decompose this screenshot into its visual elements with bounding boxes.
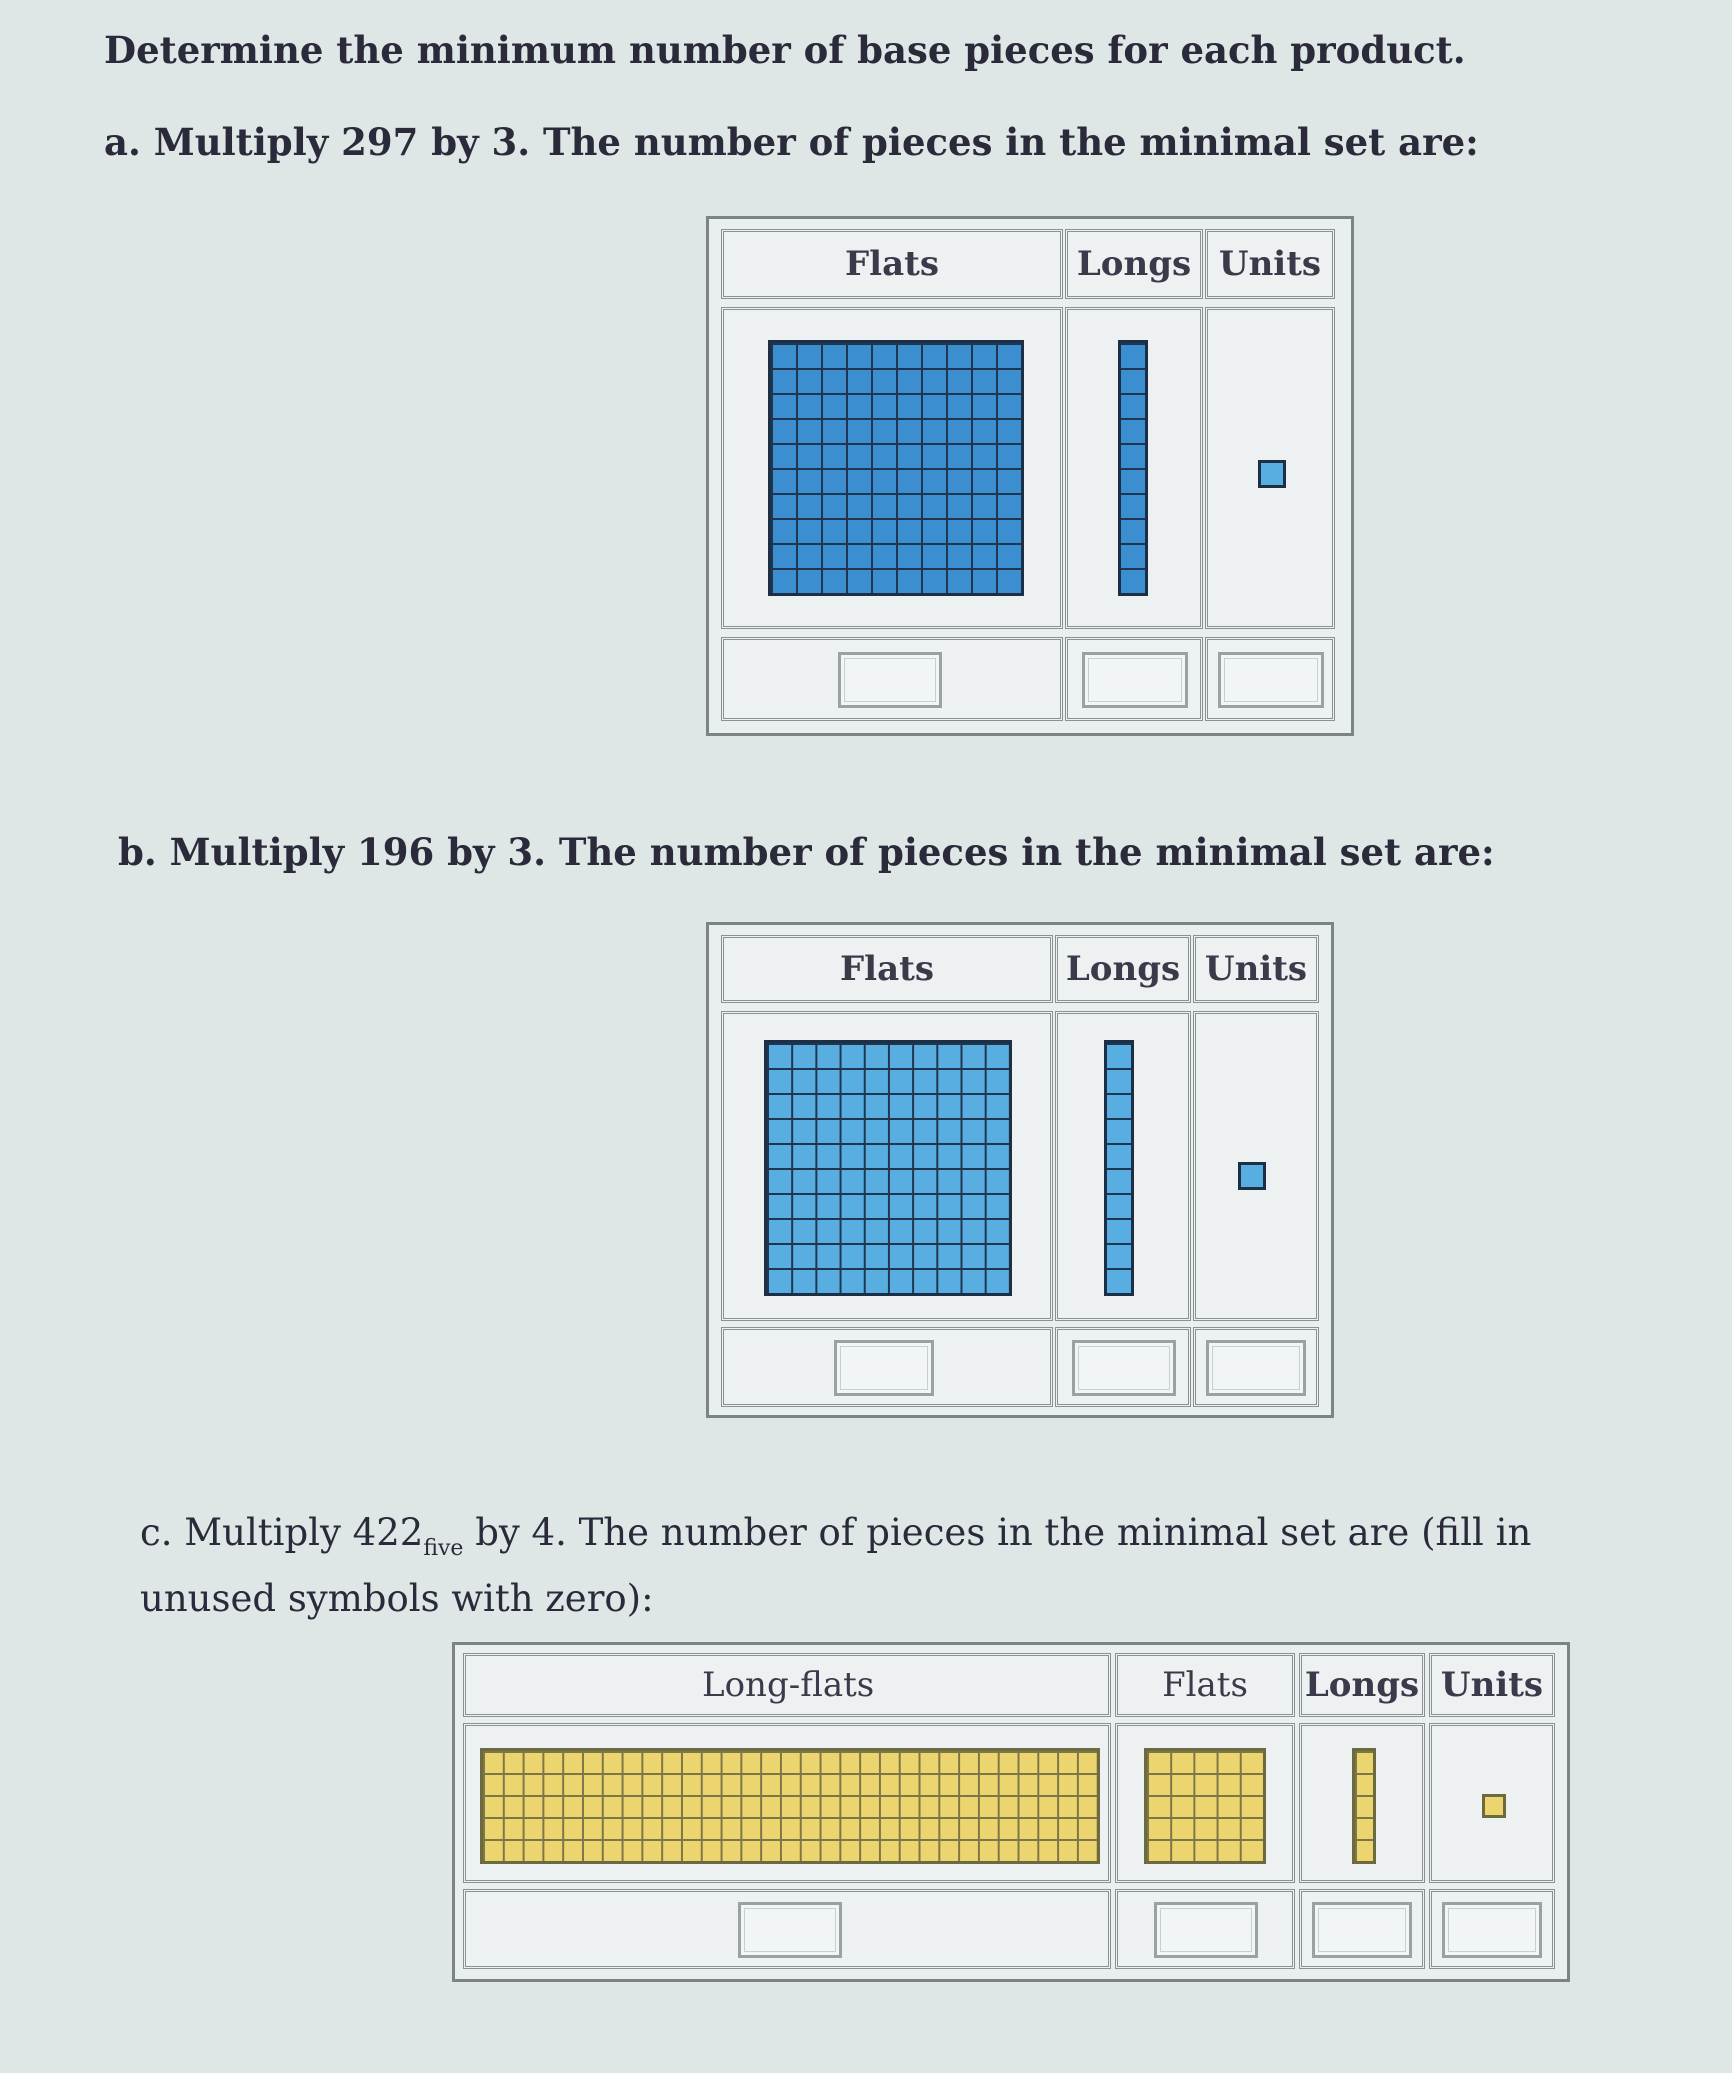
flats-answer-input[interactable] [834,1340,934,1396]
flats-header: Flats [721,935,1053,1003]
units-answer-cell [1193,1327,1319,1407]
unit-piece-icon [1482,1794,1506,1818]
units-answer-input[interactable] [1442,1902,1542,1958]
units-answer-input[interactable] [1218,652,1324,708]
long-flats-header: Long-flats [463,1653,1111,1717]
units-header: Units [1193,935,1319,1003]
flats-header: Flats [721,229,1063,299]
flat-piece-icon [768,340,1024,596]
long-flat-piece-icon [480,1748,1100,1864]
long-piece-icon [1118,340,1148,596]
question-c-prompt [140,1508,1560,1624]
flat-piece-icon [764,1040,1012,1296]
long-flats-answer-cell [463,1889,1111,1969]
flat-piece-icon [1144,1748,1266,1864]
unit-piece-icon [1258,460,1286,488]
prompt-start: c. Multiply 422 [140,1511,424,1554]
longs-header: Longs [1055,935,1191,1003]
question-b-table [706,922,1334,1418]
question-c-table [452,1642,1570,1982]
units-answer-input[interactable] [1206,1340,1306,1396]
units-header: Units [1429,1653,1555,1717]
long-flats-display [463,1723,1111,1883]
question-a-prompt: a. Multiply 297 by 3. The number of pieces in the minimal set are: [104,120,1479,164]
long-piece-icon [1352,1748,1376,1864]
flats-answer-cell [721,1327,1053,1407]
units-display [1205,307,1335,629]
longs-answer-input[interactable] [1072,1340,1176,1396]
longs-answer-cell [1055,1327,1191,1407]
longs-header: Longs [1299,1653,1425,1717]
long-flats-answer-input[interactable] [738,1902,842,1958]
longs-display [1299,1723,1425,1883]
units-header: Units [1205,229,1335,299]
longs-display [1065,307,1203,629]
longs-header: Longs [1065,229,1203,299]
prompt-end: by 4. The number of pieces in the minimal set are (fill in unused symbols with zero): [140,1511,1532,1620]
units-answer-cell [1205,637,1335,721]
longs-answer-cell [1299,1889,1425,1969]
units-display [1193,1011,1319,1321]
longs-answer-input[interactable] [1082,652,1188,708]
flats-answer-cell [721,637,1063,721]
longs-answer-cell [1065,637,1203,721]
flats-display [1115,1723,1295,1883]
flats-display [721,307,1063,629]
units-answer-cell [1429,1889,1555,1969]
longs-display [1055,1011,1191,1321]
unit-piece-icon [1238,1162,1266,1190]
question-a-table [706,216,1354,736]
instruction-text: Determine the minimum number of base pieces for each product. [104,28,1466,72]
flats-answer-input[interactable] [1154,1902,1258,1958]
flats-header: Flats [1115,1653,1295,1717]
flats-display [721,1011,1053,1321]
flats-answer-cell [1115,1889,1295,1969]
base-subscript: five [423,1536,464,1561]
long-piece-icon [1104,1040,1134,1296]
flats-answer-input[interactable] [838,652,942,708]
longs-answer-input[interactable] [1312,1902,1412,1958]
question-b-prompt: b. Multiply 196 by 3. The number of pieces in the minimal set are: [118,830,1495,874]
units-display [1429,1723,1555,1883]
